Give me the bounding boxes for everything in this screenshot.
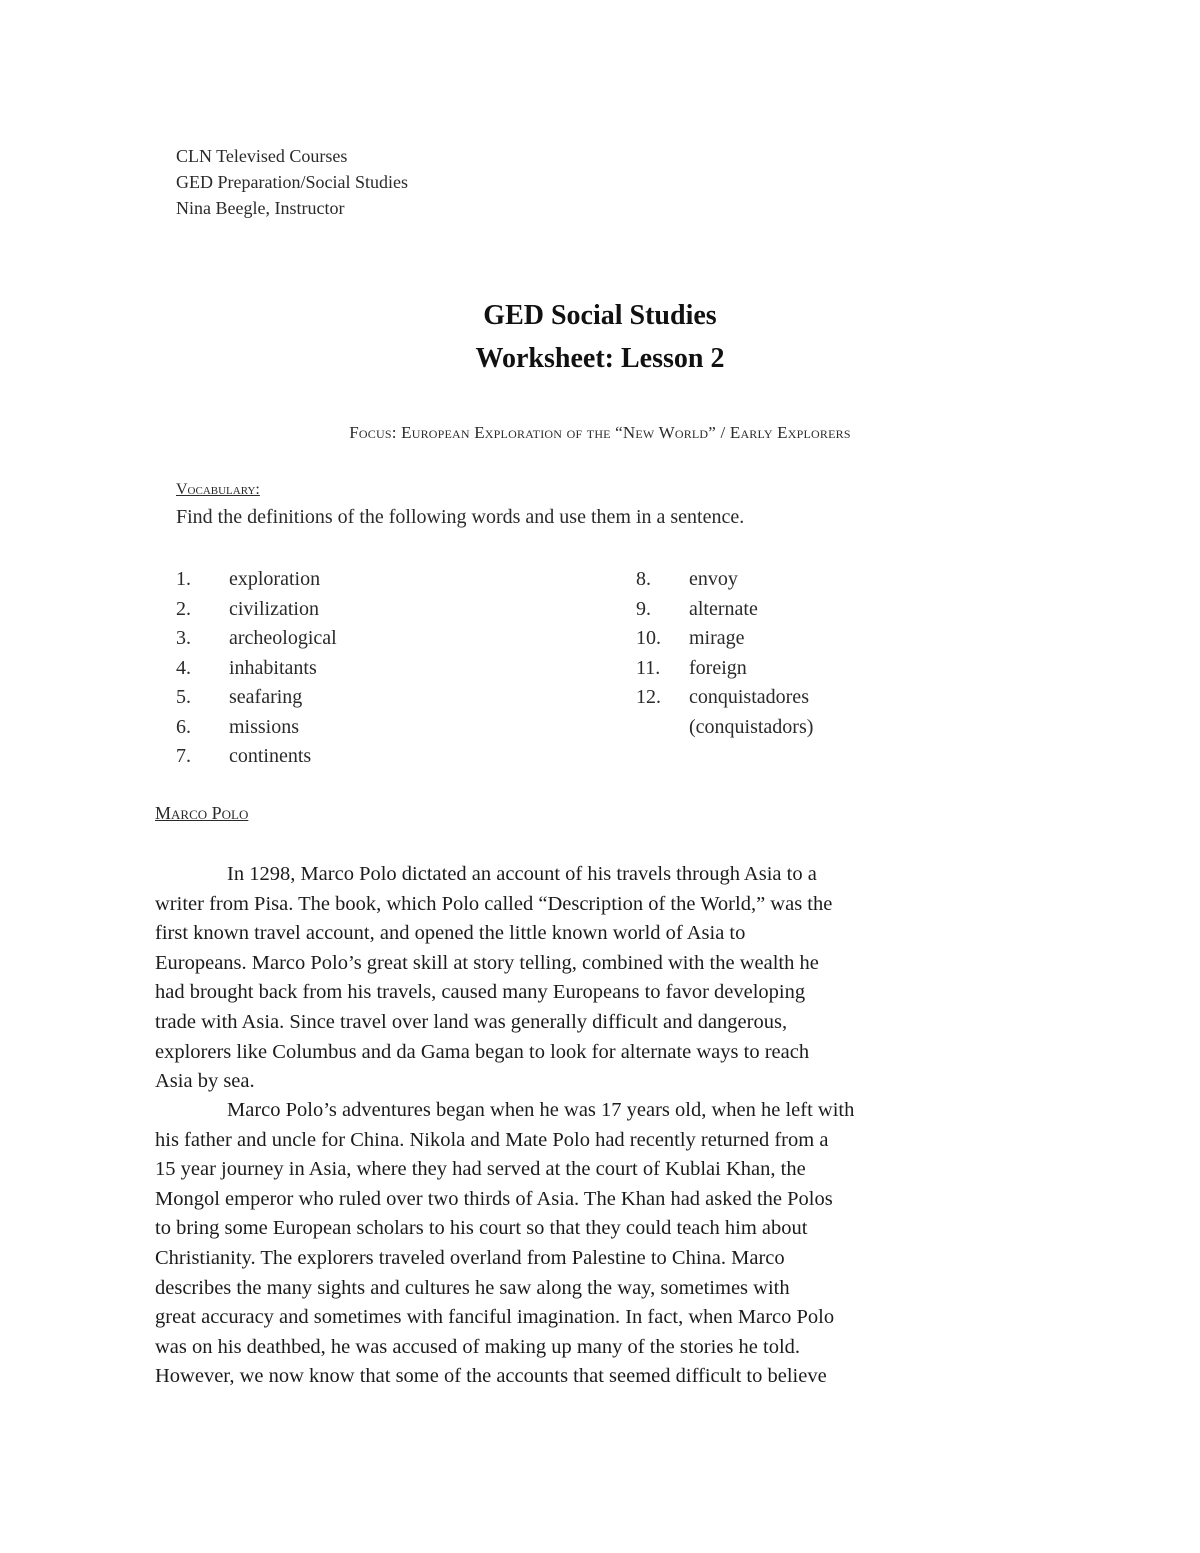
- vocab-word: seafaring: [229, 686, 303, 708]
- section-heading: Marco Polo: [155, 803, 249, 823]
- worksheet-title: [0, 294, 1200, 380]
- course-header: [176, 143, 408, 221]
- paragraph-line: was on his deathbed, he was accused of making up many of the stories he told.: [155, 1335, 801, 1358]
- vocabulary-list-left: [176, 565, 337, 772]
- vocab-item: [176, 654, 337, 684]
- paragraph-1: [155, 860, 1050, 1097]
- paragraph-2: [155, 1096, 1050, 1392]
- paragraph-line: Marco Polo’s adventures began when he was 17 years old, when he left with: [227, 1099, 855, 1121]
- paragraph-line: trade with Asia. Since travel over land was generally difficult and dangerous,: [155, 1010, 788, 1033]
- vocab-number: 10.: [636, 627, 661, 649]
- vocab-word: foreign: [689, 656, 747, 679]
- vocab-number: 7.: [176, 745, 191, 767]
- vocab-number: 6.: [176, 715, 191, 738]
- vocab-item: [636, 683, 813, 713]
- vocab-word: inhabitants: [229, 656, 317, 679]
- title-line-1: GED Social Studies: [483, 300, 717, 331]
- vocab-item: [176, 565, 337, 595]
- course-name: CLN Televised Courses: [176, 146, 348, 166]
- vocab-number: 12.: [636, 686, 661, 708]
- paragraph-line: great accuracy and sometimes with fanciful imagination. In fact, when Marco Polo: [155, 1306, 835, 1329]
- paragraph-line: first known travel account, and opened the little known world of Asia to: [155, 922, 746, 945]
- vocab-item: [176, 713, 337, 743]
- vocab-item: [636, 595, 813, 625]
- vocabulary-label: Vocabulary:: [176, 481, 260, 498]
- vocab-item: [636, 565, 813, 595]
- paragraph-line: Europeans. Marco Polo’s great skill at story telling, combined with the wealth he: [155, 951, 819, 974]
- paragraph-line: to bring some European scholars to his court so that they could teach him about: [155, 1217, 808, 1240]
- instructor-name: Nina Beegle, Instructor: [176, 198, 345, 218]
- vocab-number: 9.: [636, 597, 651, 620]
- title-line-2: Worksheet: Lesson 2: [475, 343, 725, 374]
- vocab-word: conquistadores: [689, 686, 809, 708]
- paragraph-line: Mongol emperor who ruled over two thirds of Asia. The Khan had asked the Polos: [155, 1187, 833, 1210]
- paragraph-line: However, we now know that some of the accounts that seemed difficult to believe: [155, 1365, 827, 1388]
- vocab-word: archeological: [229, 627, 337, 649]
- paragraph-line: his father and uncle for China. Nikola and Mate Polo had recently returned from a: [155, 1128, 829, 1151]
- vocab-item: [176, 683, 337, 713]
- paragraph-line: writer from Pisa. The book, which Polo called “Description of the World,” was the: [155, 892, 833, 915]
- vocab-number: 4.: [176, 656, 191, 679]
- vocab-item: [176, 624, 337, 654]
- vocab-number: 1.: [176, 568, 191, 590]
- course-subject: GED Preparation/Social Studies: [176, 172, 408, 192]
- vocab-item: [636, 624, 813, 654]
- vocab-number: 8.: [636, 568, 651, 590]
- vocab-word: missions: [229, 715, 300, 738]
- vocabulary-list-right: [636, 565, 813, 742]
- paragraph-line: had brought back from his travels, caused many Europeans to favor developing: [155, 981, 806, 1004]
- paragraph-line: In 1298, Marco Polo dictated an account of his travels through Asia to a: [227, 863, 817, 885]
- vocabulary-instruction: Find the definitions of the following words and use them in a sentence.: [176, 506, 745, 528]
- vocab-word: exploration: [229, 568, 321, 590]
- vocab-number: 5.: [176, 686, 191, 708]
- paragraph-line: Christianity. The explorers traveled overland from Palestine to China. Marco: [155, 1246, 785, 1269]
- vocab-word: mirage: [689, 627, 745, 649]
- vocab-word: alternate: [689, 597, 758, 620]
- paragraph-line: describes the many sights and cultures he saw along the way, sometimes with: [155, 1276, 790, 1299]
- vocab-word: (conquistadors): [689, 715, 814, 738]
- vocab-item-continuation: [636, 713, 813, 743]
- vocab-word: envoy: [689, 568, 738, 590]
- vocab-item: [176, 595, 337, 625]
- vocab-number: 11.: [636, 656, 661, 679]
- vocab-item: [636, 654, 813, 684]
- paragraph-line: 15 year journey in Asia, where they had served at the court of Kublai Khan, the: [155, 1158, 806, 1181]
- paragraph-line: Asia by sea.: [155, 1070, 255, 1093]
- vocab-number: 3.: [176, 627, 191, 649]
- vocab-item: [176, 742, 337, 772]
- paragraph-line: explorers like Columbus and da Gama began to look for alternate ways to reach: [155, 1040, 810, 1063]
- vocab-word: continents: [229, 745, 312, 767]
- vocab-word: civilization: [229, 597, 319, 620]
- focus-line: Focus: European Exploration of the “New World” / Early Explorers: [349, 423, 851, 442]
- vocab-number: 2.: [176, 597, 191, 620]
